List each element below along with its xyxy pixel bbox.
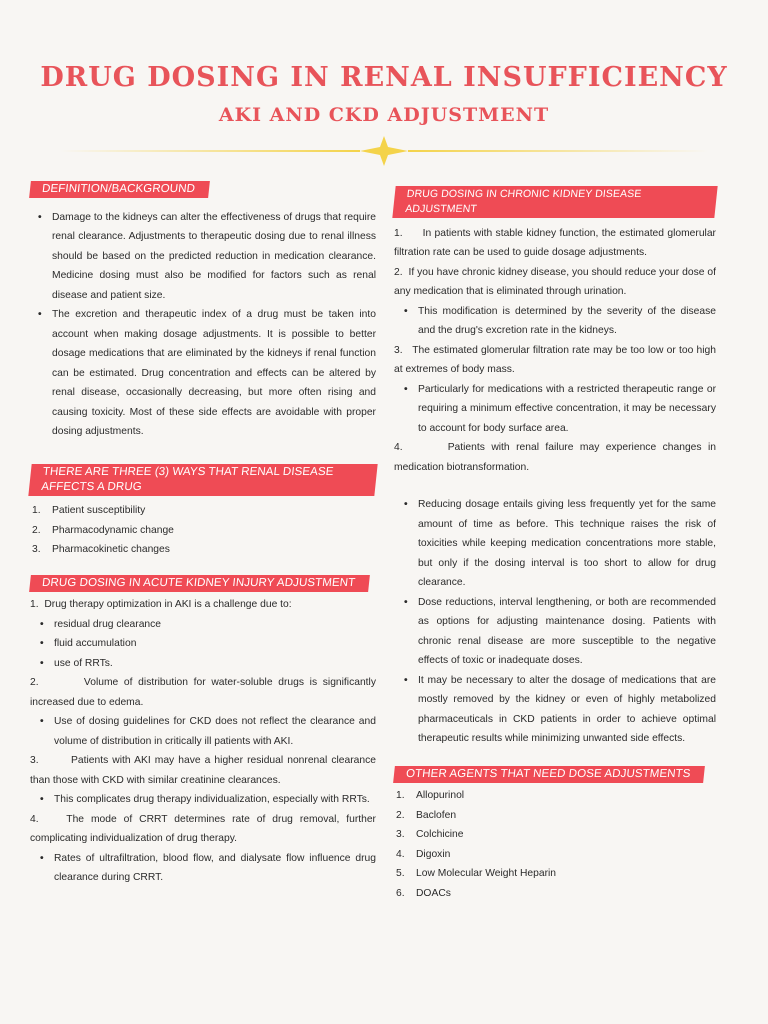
list-item: 2. Baclofen bbox=[396, 809, 457, 821]
aki-bullet: • Rates of ultrafiltration, blood flow, and dialysate flow influence drug clearance during CRRT. bbox=[30, 849, 376, 888]
ckd-bullet: • Particularly for medications with a restricted therapeutic range or requiring a minimum effective concentration, it may be necessary to account for body surface area. bbox=[394, 380, 716, 439]
definition-bullet: • The excretion and therapeutic index of a drug must be taken into account when making dosage adjustments. It is possible to better dosage medications that are eliminated by the kidneys if renal function can be estimated. Drug concentration and effects can be altered by renal disease, occasionally decreasing, but more often rising and causing toxicity. Most of these side effects are avoidable with proper dosing adjustments. bbox=[30, 305, 376, 442]
ckd-point-1: 1. In patients with stable kidney function, the estimated glomerular filtration rate can be used to guide dosage adjustments. bbox=[394, 227, 716, 258]
ways-heading: THERE ARE THREE (3) WAYS THAT RENAL DISEASE AFFECTS A DRUG bbox=[28, 464, 377, 496]
ckd-section bbox=[394, 186, 716, 749]
sparkle-star-icon bbox=[360, 136, 408, 166]
aki-point-3: 3. Patients with AKI may have a higher residual nonrenal clearance than those with CKD with similar creatinine clearances. bbox=[30, 755, 376, 786]
left-column bbox=[30, 180, 376, 888]
aki-section bbox=[30, 574, 376, 888]
list-item: 6. DOACs bbox=[396, 887, 451, 899]
definition-section bbox=[30, 180, 376, 442]
page-title: DRUG DOSING IN RENAL INSUFFICIENCY bbox=[40, 62, 728, 93]
list-item: 1. Patient susceptibility bbox=[32, 505, 146, 516]
ckd-bullet: • Reducing dosage entails giving less frequently yet for the same amount of time as before. This technique raises the risk of toxicities while keeping medication concentrations more stable, but only if the dosing interval is too short to allow for drug clearance. bbox=[394, 495, 716, 593]
aki-point-1: 1. Drug therapy optimization in AKI is a challenge due to: bbox=[30, 599, 292, 610]
page-subtitle: AKI AND CKD ADJUSTMENT bbox=[218, 104, 550, 126]
ckd-heading: DRUG DOSING IN CHRONIC KIDNEY DISEASE ADJUSTMENT bbox=[392, 186, 717, 218]
ways-section bbox=[30, 464, 376, 560]
ckd-bullet: • It may be necessary to alter the dosage of medications that are mostly removed by the kidney or even of highly metabolized pharmaceuticals in CKD patients in order to achieve optimal therapeutic results while minimizing unwanted side effects. bbox=[394, 671, 716, 749]
aki-point-4: 4. The mode of CRRT determines rate of drug removal, further complicating individualization of drug therapy. bbox=[30, 813, 376, 844]
aki-point-2: 2. Volume of distribution for water-soluble drugs is significantly increased due to edema. bbox=[30, 677, 376, 708]
list-item: 3. Colchicine bbox=[396, 829, 464, 840]
aki-bullet: • fluid accumulation bbox=[30, 634, 376, 654]
ckd-point-2: 2. If you have chronic kidney disease, you should reduce your dose of any medication that is eliminated through urination. bbox=[394, 266, 716, 297]
other-agents-section bbox=[394, 765, 716, 904]
other-agents-heading: OTHER AGENTS THAT NEED DOSE ADJUSTMENTS bbox=[393, 766, 705, 783]
ckd-point-3: 3. The estimated glomerular filtration rate may be too low or too high at extremes of body mass. bbox=[394, 344, 716, 375]
aki-bullet: • use of RRTs. bbox=[30, 654, 376, 674]
ckd-bullet: • This modification is determined by the severity of the disease and the drug's excretion rate in the kidneys. bbox=[394, 302, 716, 341]
aki-bullet: • residual drug clearance bbox=[30, 615, 376, 635]
list-item: 1. Allopurinol bbox=[396, 790, 465, 801]
aki-bullet: • This complicates drug therapy individualization, especially with RRTs. bbox=[30, 790, 376, 810]
ckd-point-4: 4. Patients with renal failure may experience changes in medication biotransformation. bbox=[394, 442, 716, 473]
aki-bullet: • Use of dosing guidelines for CKD does not reflect the clearance and volume of distribution in critically ill patients with AKI. bbox=[30, 712, 376, 751]
aki-heading: DRUG DOSING IN ACUTE KIDNEY INJURY ADJUSTMENT bbox=[29, 575, 370, 592]
list-item: 4. Digoxin bbox=[396, 848, 451, 860]
definition-bullet: • Damage to the kidneys can alter the effectiveness of drugs that require renal clearance. Adjustments to therapeutic dosing due to renal illness should be based on the predicted reduction in medication clearance. Medicine dosing must also be modified for factors such as renal disease and patient size. bbox=[30, 208, 376, 306]
list-item: 2. Pharmacodynamic change bbox=[32, 524, 174, 536]
ckd-bullet: • Dose reductions, interval lengthening, or both are recommended as options for adjusting maintenance dosing. Patients with chronic renal disease are more susceptible to the negative effects of toxic or inadequate doses. bbox=[394, 593, 716, 671]
list-item: 3. Pharmacokinetic changes bbox=[32, 544, 170, 555]
list-item: 5. Low Molecular Weight Heparin bbox=[396, 868, 557, 879]
right-column bbox=[394, 186, 716, 903]
definition-heading: DEFINITION/BACKGROUND bbox=[29, 181, 210, 198]
